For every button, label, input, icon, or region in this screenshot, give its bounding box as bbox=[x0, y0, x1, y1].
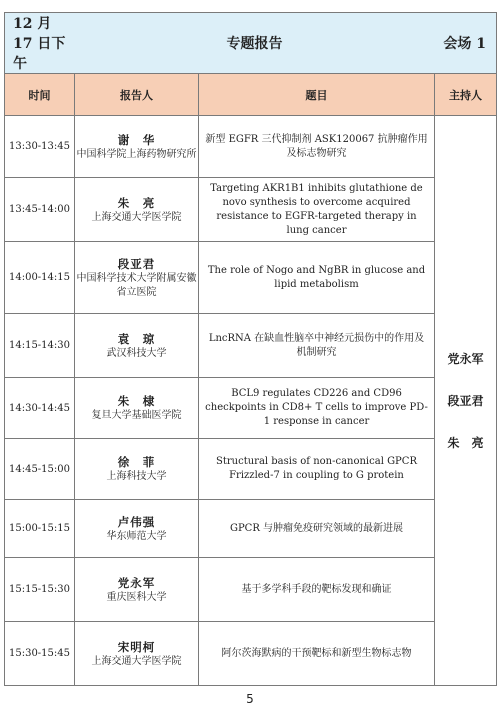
row-time: 15:15-15:30 bbox=[5, 558, 75, 622]
table-row bbox=[5, 500, 497, 558]
row-topic: 阿尔茨海默病的干预靶标和新型生物标志物 bbox=[199, 622, 435, 686]
speaker-name: 宋明柯 bbox=[117, 639, 156, 654]
row-time: 13:45-14:00 bbox=[5, 178, 75, 242]
row-topic: Structural basis of non-canonical GPCR Frizzled-7 in coupling to G protein bbox=[199, 439, 435, 500]
speaker-affiliation: 中国科学技术大学附属安徽省立医院 bbox=[76, 272, 197, 298]
row-topic: LncRNA 在缺血性脑卒中神经元损伤中的作用及机制研究 bbox=[199, 314, 435, 378]
speaker-name: 卢伟强 bbox=[117, 514, 156, 529]
session-date: 12 月 17 日下午 bbox=[5, 13, 75, 74]
session-venue: 会场 1 bbox=[435, 13, 497, 74]
speaker-affiliation: 华东师范大学 bbox=[106, 530, 167, 542]
row-topic: The role of Nogo and NgBR in glucose and lipid metabolism bbox=[199, 242, 435, 314]
speaker-affiliation: 上海交通大学医学院 bbox=[91, 655, 182, 667]
schedule-table bbox=[4, 12, 497, 686]
speaker-name: 段亚君 bbox=[117, 256, 156, 271]
row-topic: Targeting AKR1B1 inhibits glutathione de novo synthesis to overcome acquired resistance to EGFR-targeted therapy in lung cancer bbox=[199, 178, 435, 242]
session-title: 专题报告 bbox=[75, 13, 435, 74]
row-time: 15:00-15:15 bbox=[5, 500, 75, 558]
table-row bbox=[5, 178, 497, 242]
table-row bbox=[5, 314, 497, 378]
row-speaker bbox=[75, 622, 199, 686]
speaker-name: 袁 琼 bbox=[117, 331, 156, 346]
row-time: 14:30-14:45 bbox=[5, 378, 75, 439]
row-time: 14:45-15:00 bbox=[5, 439, 75, 500]
speaker-name: 朱 棣 bbox=[117, 394, 156, 408]
chair-cell bbox=[435, 116, 497, 686]
table-header-row bbox=[5, 74, 497, 116]
speaker-affiliation: 武汉科技大学 bbox=[106, 347, 167, 359]
row-time: 14:00-14:15 bbox=[5, 242, 75, 314]
table-row bbox=[5, 116, 497, 178]
row-speaker bbox=[75, 314, 199, 378]
row-topic: BCL9 regulates CD226 and CD96 checkpoints in CD8+ T cells to improve PD-1 response in cancer bbox=[199, 378, 435, 439]
row-speaker bbox=[75, 439, 199, 500]
table-row bbox=[5, 622, 497, 686]
speaker-affiliation: 上海科技大学 bbox=[106, 471, 167, 482]
chair-name: 党永军 bbox=[447, 351, 484, 366]
speaker-name: 朱 亮 bbox=[117, 195, 156, 210]
chair-name: 段亚君 bbox=[447, 393, 484, 408]
speaker-affiliation: 重庆医科大学 bbox=[106, 591, 167, 603]
header-time: 时间 bbox=[5, 74, 75, 116]
row-speaker bbox=[75, 242, 199, 314]
table-row bbox=[5, 558, 497, 622]
row-time: 15:30-15:45 bbox=[5, 622, 75, 686]
speaker-name: 徐 菲 bbox=[117, 455, 156, 469]
row-time: 14:15-14:30 bbox=[5, 314, 75, 378]
speaker-name: 谢 华 bbox=[117, 132, 156, 147]
header-topic: 题目 bbox=[199, 74, 435, 116]
row-topic: GPCR 与肿瘤免疫研究领域的最新进展 bbox=[199, 500, 435, 558]
session-banner bbox=[5, 13, 497, 74]
chair-name: 朱 亮 bbox=[447, 435, 484, 450]
speaker-affiliation: 上海交通大学医学院 bbox=[91, 211, 182, 223]
row-speaker bbox=[75, 116, 199, 178]
speaker-affiliation: 中国科学院上海药物研究所 bbox=[76, 148, 197, 160]
row-topic: 新型 EGFR 三代抑制剂 ASK120067 抗肿瘤作用及标志物研究 bbox=[199, 116, 435, 178]
row-speaker bbox=[75, 178, 199, 242]
row-time: 13:30-13:45 bbox=[5, 116, 75, 178]
header-speaker: 报告人 bbox=[75, 74, 199, 116]
table-row bbox=[5, 378, 497, 439]
header-chair: 主持人 bbox=[435, 74, 497, 116]
table-row bbox=[5, 242, 497, 314]
page-number: 5 bbox=[246, 692, 254, 706]
row-speaker bbox=[75, 500, 199, 558]
row-speaker bbox=[75, 558, 199, 622]
row-topic: 基于多学科手段的靶标发现和确证 bbox=[199, 558, 435, 622]
speaker-affiliation: 复旦大学基础医学院 bbox=[91, 410, 182, 421]
row-speaker bbox=[75, 378, 199, 439]
speaker-name: 党永军 bbox=[117, 575, 156, 590]
table-row bbox=[5, 439, 497, 500]
